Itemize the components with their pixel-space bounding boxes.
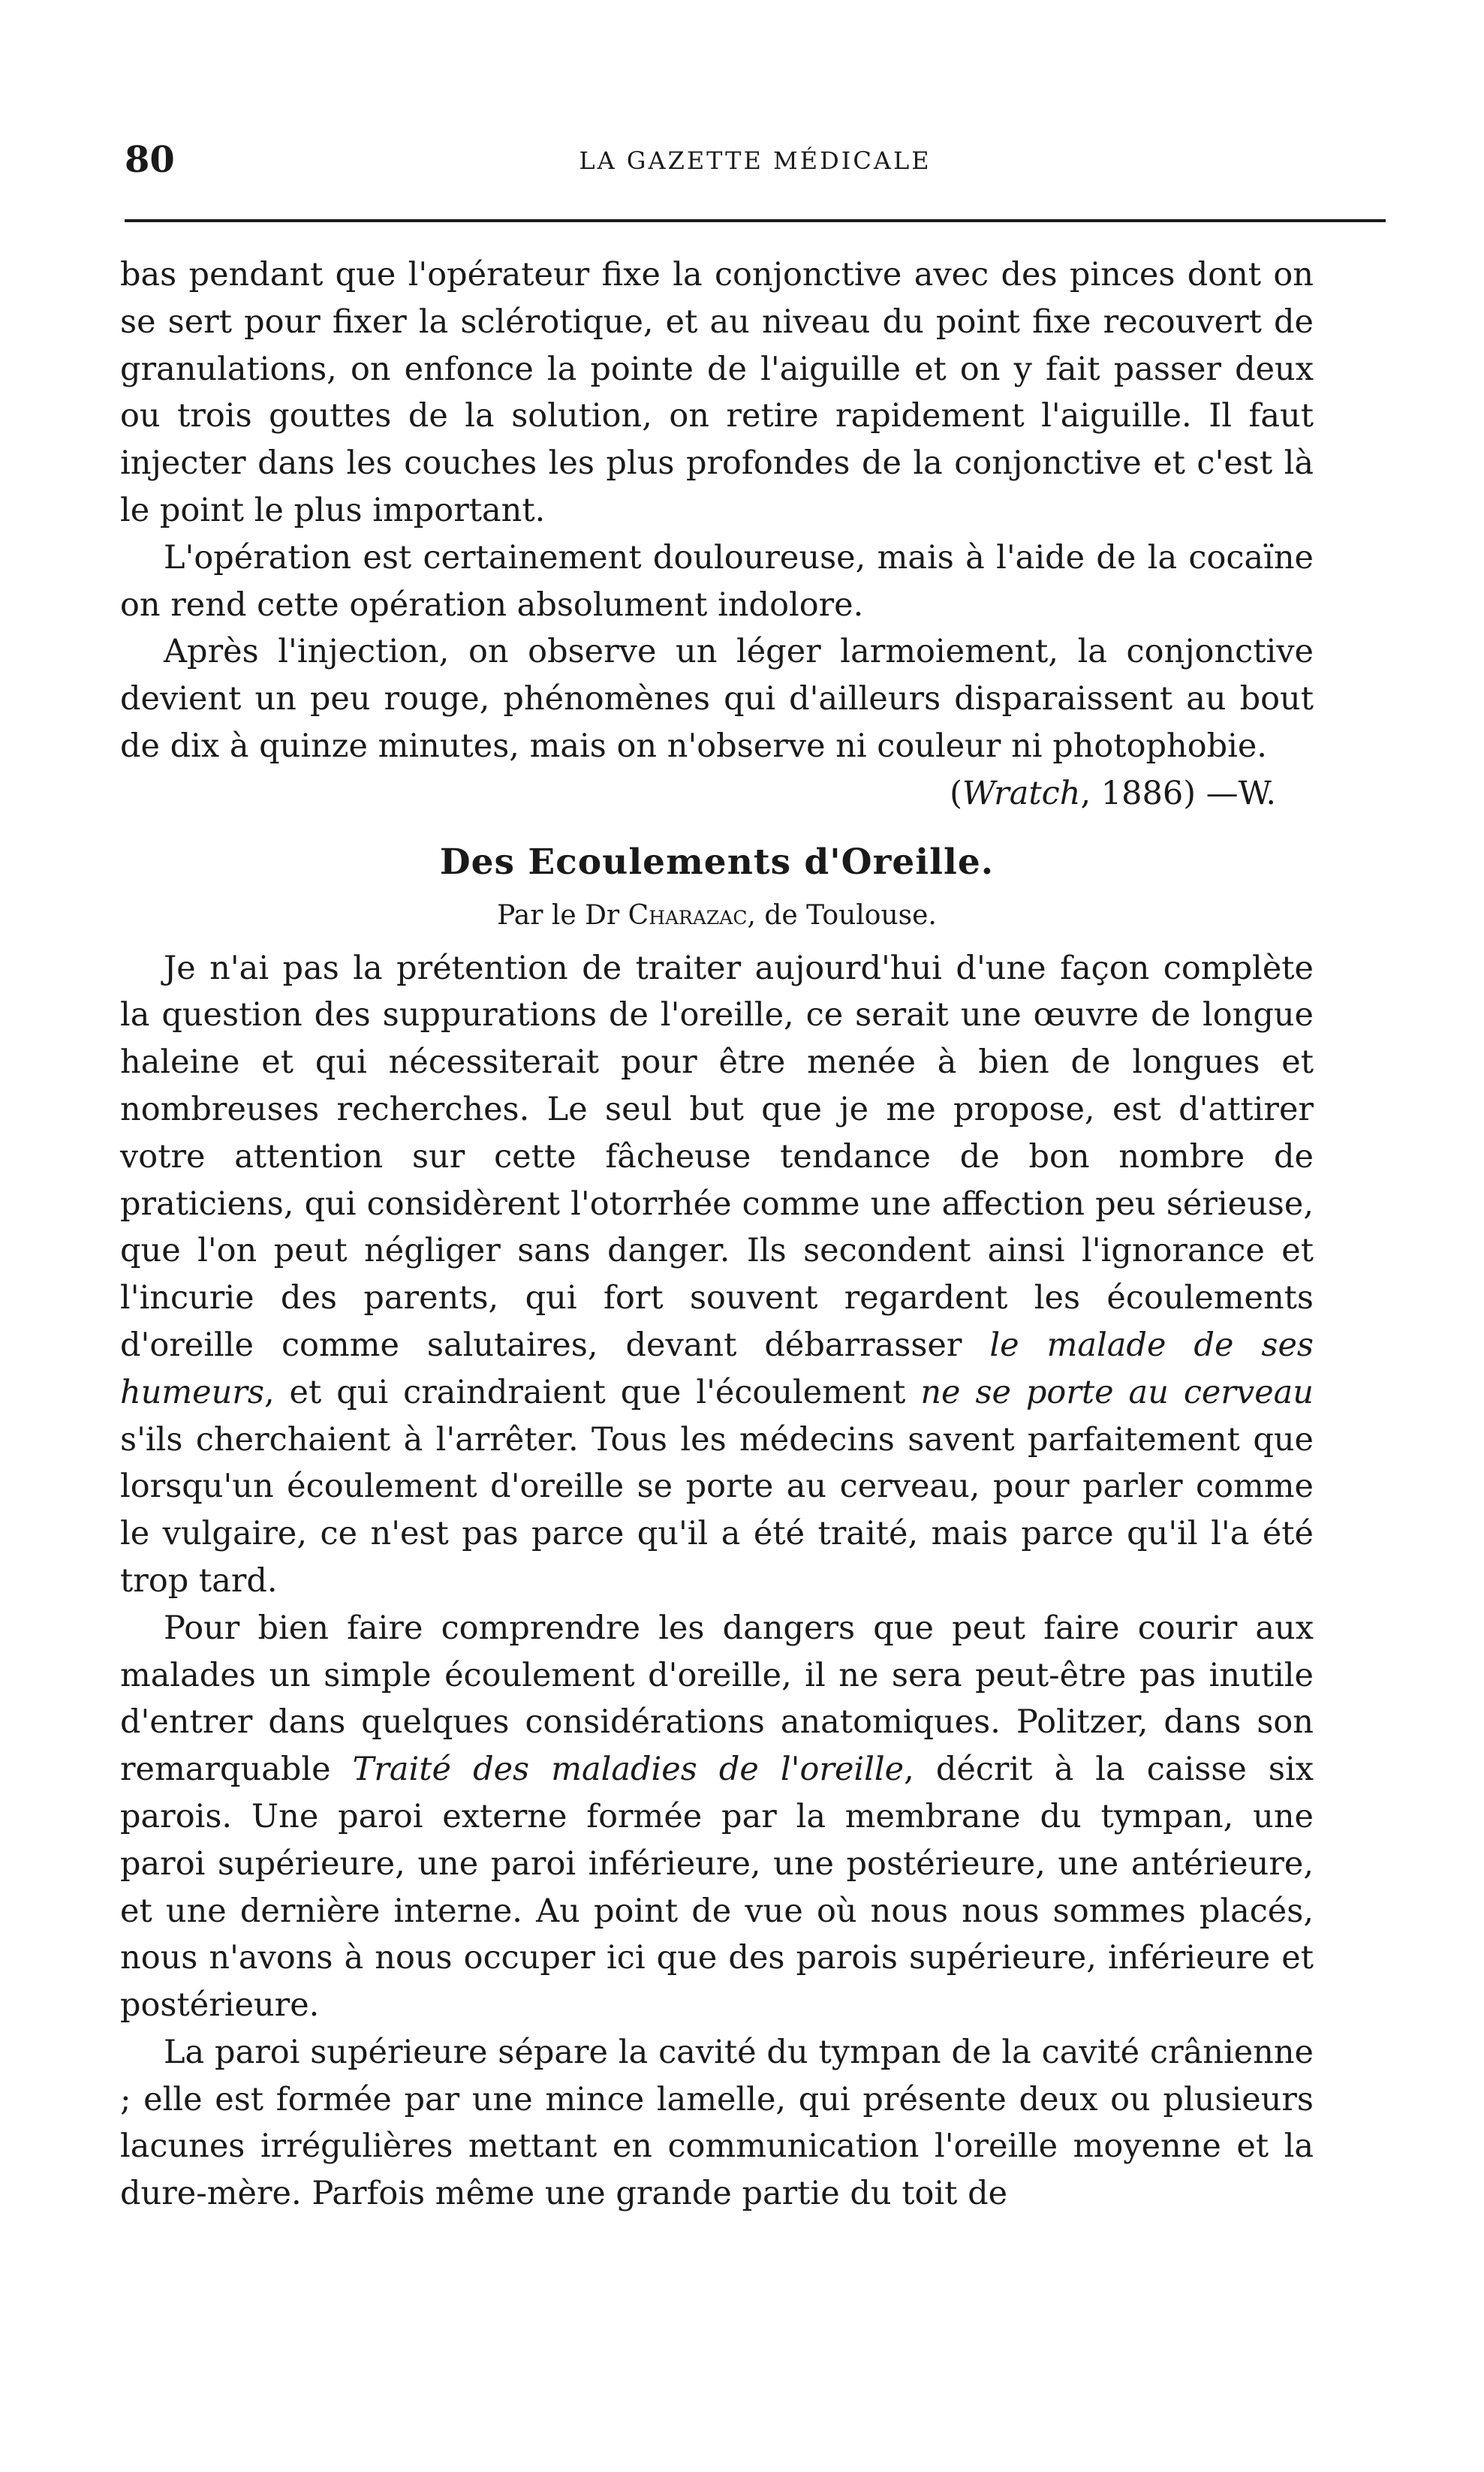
article-paragraph-3: La paroi supérieure sépare la cavité du tympan de la cavité crânienne ; elle est formée par une mince lamelle, qui présente deux ou plusieurs lacunes irrégulières mettant en communication l'oreille moyenne et la dure-mère. Parfois même une grande partie du toit de [120, 2033, 1314, 2213]
paragraph-text: , décrit à la caisse six parois. Une paroi externe formée par la membrane du tympan, une paroi supérieure, une paroi inférieure, une postérieure, une antérieure, et une dernière interne. Au point de vue où nous nous sommes placés, nous n'avons à nous occuper ici que des parois supérieure, inférieure et postérieure. [120, 1751, 1314, 2025]
citation [120, 770, 1314, 817]
byline-suffix: , de Toulouse. [747, 899, 937, 931]
italic-phrase: le malade de ses humeurs [120, 1326, 1314, 1411]
continuation-paragraph-1: bas pendant que l'opérateur fixe la conjonctive avec des pinces dont on se sert pour fixer la sclérotique, et au niveau du point fixe recouvert de granulations, on enfonce la pointe de l'aiguille et on y fait passer deux ou trois gouttes de la solution, on retire rapidement l'aiguille. Il faut injecter dans les couches les plus profondes de la conjonctive et c'est là le point le plus important. [120, 256, 1314, 529]
citation-source: Wratch [962, 774, 1081, 812]
continuation-paragraph-2: L'opération est certainement douloureuse, mais à l'aide de la cocaïne on rend cette opération absolument indolore. [120, 538, 1314, 624]
paragraph-text: , et qui craindraient que l'écoulement [263, 1373, 921, 1411]
paragraph-text: s'ils cherchaient à l'arrêter. Tous les médecins savent parfaitement que lorsqu'un écoulement d'oreille se porte au cerveau, pour parler comme le vulgaire, ce n'est pas parce qu'il a été traité, mais parce qu'il l'a été trop tard. [120, 1420, 1314, 1600]
page-number: 80 [125, 139, 175, 181]
article-title: Des Ecoulements d'Oreille. [439, 841, 995, 883]
italic-phrase: ne se porte au cerveau [920, 1373, 1314, 1411]
byline-author: Charazac [628, 899, 748, 931]
citation-open: ( [950, 774, 962, 812]
paragraph-text: Pour bien faire comprendre les dangers que peut faire courir aux malades un simple écoulement d'oreille, il ne sera peut-être pas inutile d'entrer dans quelques considérations anatomiques. Politzer, dans son remarquable [120, 1609, 1314, 1789]
book-title: Traité des maladies de l'oreille [352, 1751, 905, 1789]
byline-prefix: Par le Dr [497, 899, 620, 931]
article-paragraph-2 [120, 1605, 1314, 2029]
article-byline [120, 896, 1314, 936]
page-header [125, 139, 1386, 184]
article-paragraph-1 [120, 945, 1314, 1605]
header-rule [125, 219, 1386, 222]
running-title: LA GAZETTE MÉDICALE [579, 146, 932, 175]
continuation-paragraph-3: Après l'injection, on observe un léger larmoiement, la conjonctive devient un peu rouge, phénomènes qui d'ailleurs disparaissent au bout de dix à quinze minutes, mais on n'observe ni couleur ni photophobie. [120, 633, 1314, 765]
citation-rest: , 1886) —W. [1080, 774, 1276, 812]
body-text [120, 251, 1314, 2218]
paragraph-text: Je n'ai pas la prétention de traiter aujourd'hui d'une façon complète la question des suppurations de l'oreille, ce serait une œuvre de longue haleine et qui nécessiterait pour être menée à bien de longues et nombreuses recherches. Le seul but que je me propose, est d'attirer votre attention sur cette fâcheuse tendance de bon nombre de praticiens, qui considèrent l'otorrhée comme une affection peu sérieuse, que l'on peut négliger sans danger. Ils secondent ainsi l'ignorance et l'incurie des parents, qui fort souvent regardent les écoulements d'oreille comme salutaires, devant débarrasser [120, 949, 1314, 1364]
